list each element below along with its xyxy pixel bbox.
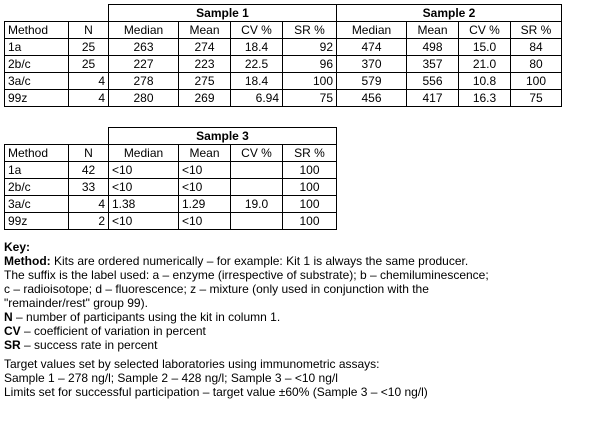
cell-sr: 75 [283, 90, 337, 107]
col-header-n: N [69, 22, 109, 39]
cell-sr: 80 [511, 56, 562, 73]
suffix-note-line-1: The suffix is the label used: a – enzyme (irrespective of substrate); b – chemiluminescence; [4, 268, 489, 282]
group-sample-3: Sample 3 [109, 128, 337, 145]
cell-median: 278 [109, 73, 179, 90]
table-row [5, 56, 562, 73]
col-header-method: Method [5, 145, 69, 162]
suffix-note-line-3: "remainder/rest" group 99). [4, 296, 148, 310]
cell-median: 1.38 [109, 196, 179, 213]
group-sample-2: Sample 2 [337, 5, 562, 22]
sr-label: SR [4, 338, 21, 352]
cell-n: 42 [69, 162, 109, 179]
table-row [5, 179, 337, 196]
cell-sr: 100 [283, 213, 337, 230]
cell-mean: <10 [179, 179, 231, 196]
cell-mean: 417 [407, 90, 459, 107]
n-note [4, 310, 596, 324]
cv-label: CV [4, 324, 21, 338]
cv-note [4, 324, 596, 338]
cell-cv: 15.0 [459, 39, 511, 56]
column-header-row [5, 22, 562, 39]
cell-cv [231, 179, 283, 196]
cell-n: 25 [69, 56, 109, 73]
column-header-row [5, 145, 337, 162]
cell-sr: 75 [511, 90, 562, 107]
cell-median: 227 [109, 56, 179, 73]
table-row [5, 39, 562, 56]
cell-mean: 269 [179, 90, 231, 107]
col-header-sr: SR % [283, 22, 337, 39]
cell-method: 99z [5, 213, 69, 230]
col-header-n: N [69, 145, 109, 162]
key-notes [4, 240, 596, 399]
cell-median: 456 [337, 90, 407, 107]
blank-corner [5, 128, 109, 145]
cell-method: 2b/c [5, 56, 69, 73]
cell-sr: 100 [283, 196, 337, 213]
cell-median: 474 [337, 39, 407, 56]
group-sample-1: Sample 1 [109, 5, 337, 22]
n-text: – number of participants using the kit in column 1. [12, 310, 281, 324]
cell-sr: 100 [283, 73, 337, 90]
cell-cv: 10.8 [459, 73, 511, 90]
cell-n: 25 [69, 39, 109, 56]
cell-cv: 18.4 [231, 39, 283, 56]
method-text: Kits are ordered numerically – for example: Kit 1 is always the same producer. [50, 254, 469, 268]
cell-n: 4 [69, 73, 109, 90]
method-note [4, 254, 596, 268]
cell-mean: 274 [179, 39, 231, 56]
method-label: Method: [4, 254, 51, 268]
col-header-method: Method [5, 22, 69, 39]
table-row [5, 73, 562, 90]
group-header-row [5, 128, 337, 145]
cell-method: 1a [5, 162, 69, 179]
table-row [5, 196, 337, 213]
cell-mean: 1.29 [179, 196, 231, 213]
cell-sr: 96 [283, 56, 337, 73]
target-line-3: Limits set for successful participation – target value ±60% (Sample 3 – <10 ng/l) [4, 385, 428, 399]
cell-sr: 100 [283, 162, 337, 179]
target-line-1: Target values set by selected laboratories using immunometric assays: [4, 357, 380, 371]
col-header-sr: SR % [283, 145, 337, 162]
cell-sr: 100 [283, 179, 337, 196]
cell-n: 4 [69, 90, 109, 107]
target-line-2: Sample 1 – 278 ng/l; Sample 2 – 428 ng/l; Sample 3 – <10 ng/l [4, 371, 338, 385]
col-header-median: Median [109, 145, 179, 162]
cell-method: 3a/c [5, 196, 69, 213]
cell-cv: 22.5 [231, 56, 283, 73]
cell-median: 370 [337, 56, 407, 73]
cell-mean: 498 [407, 39, 459, 56]
cell-mean: 357 [407, 56, 459, 73]
col-header-median: Median [337, 22, 407, 39]
cell-method: 3a/c [5, 73, 69, 90]
cell-cv [231, 162, 283, 179]
cell-mean: 556 [407, 73, 459, 90]
cell-n: 4 [69, 196, 109, 213]
col-header-cv: CV % [459, 22, 511, 39]
cell-cv: 6.94 [231, 90, 283, 107]
cell-sr: 100 [511, 73, 562, 90]
cell-median: 280 [109, 90, 179, 107]
cell-cv: 16.3 [459, 90, 511, 107]
cell-cv: 19.0 [231, 196, 283, 213]
suffix-note-line-2: c – radioisotope; d – fluorescence; z – mixture (only used in conjunction with the [4, 282, 429, 296]
cell-method: 99z [5, 90, 69, 107]
sr-text: – success rate in percent [20, 338, 158, 352]
table-row [5, 90, 562, 107]
cell-median: 263 [109, 39, 179, 56]
cell-cv [231, 213, 283, 230]
col-header-cv: CV % [231, 22, 283, 39]
cell-n: 33 [69, 179, 109, 196]
group-header-row [5, 5, 562, 22]
col-header-mean: Mean [179, 145, 231, 162]
cell-median: 579 [337, 73, 407, 90]
cell-sr: 92 [283, 39, 337, 56]
cell-method: 2b/c [5, 179, 69, 196]
table-row [5, 213, 337, 230]
results-table-samples-1-2 [4, 4, 562, 107]
table-row [5, 162, 337, 179]
col-header-sr: SR % [511, 22, 562, 39]
n-label: N [4, 310, 13, 324]
cell-mean: <10 [179, 162, 231, 179]
col-header-mean: Mean [407, 22, 459, 39]
cell-mean: 223 [179, 56, 231, 73]
col-header-median: Median [109, 22, 179, 39]
cv-text: – coefficient of variation in percent [20, 324, 206, 338]
cell-mean: 275 [179, 73, 231, 90]
cell-cv: 18.4 [231, 73, 283, 90]
key-title: Key: [4, 240, 31, 254]
sr-note [4, 338, 596, 352]
cell-n: 2 [69, 213, 109, 230]
col-header-mean: Mean [179, 22, 231, 39]
cell-median: <10 [109, 179, 179, 196]
col-header-cv: CV % [231, 145, 283, 162]
blank-corner [5, 5, 109, 22]
results-table-sample-3 [4, 127, 337, 230]
cell-median: <10 [109, 213, 179, 230]
cell-median: <10 [109, 162, 179, 179]
cell-sr: 84 [511, 39, 562, 56]
cell-method: 1a [5, 39, 69, 56]
cell-cv: 21.0 [459, 56, 511, 73]
cell-mean: <10 [179, 213, 231, 230]
